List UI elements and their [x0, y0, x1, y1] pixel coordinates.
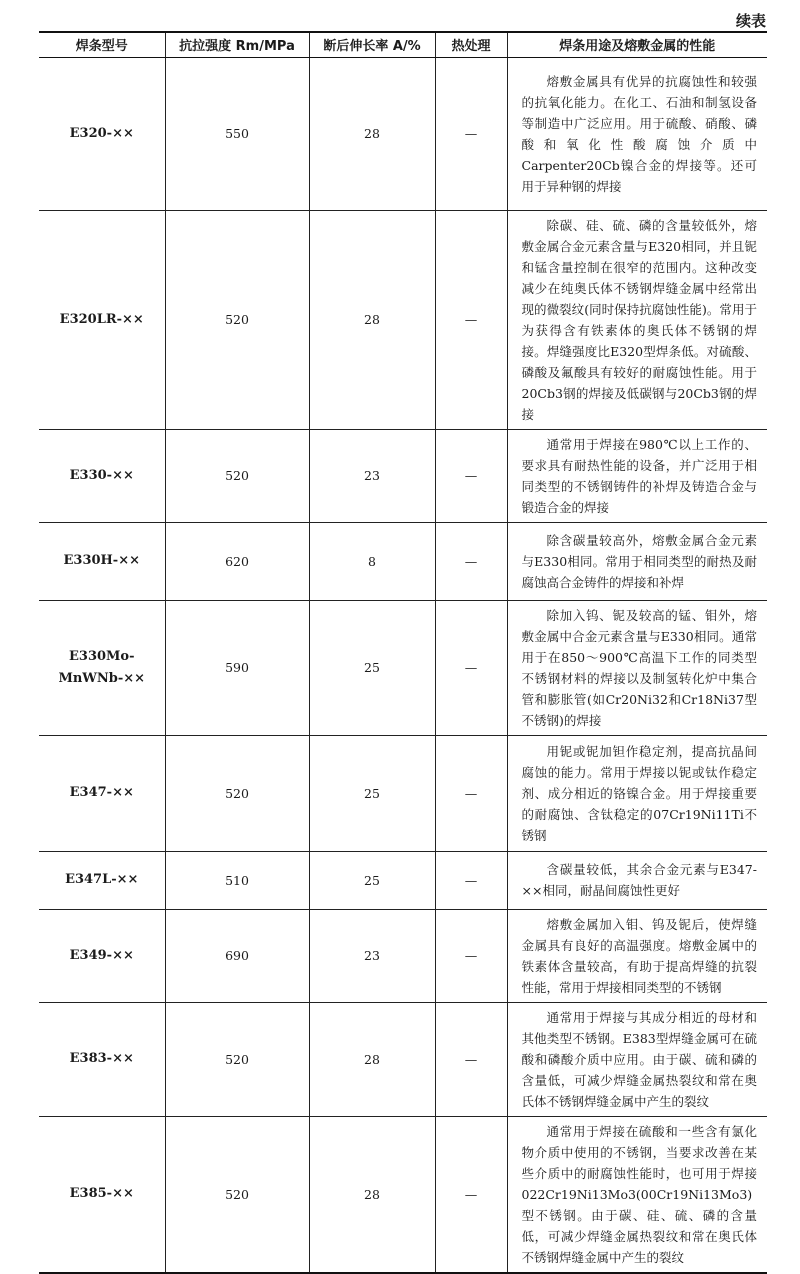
table-row: [39, 429, 767, 522]
cell-usage-properties: [507, 57, 767, 210]
cell-tensile-strength: 520: [165, 210, 309, 429]
cell-heat-treatment: —: [435, 851, 507, 909]
cell-model: E320-××: [39, 57, 165, 210]
usage-properties-text: 熔敷金属具有优异的抗腐蚀性和较强的抗氧化能力。在化工、石油和制氢设备等制造中广泛应用。用于硫酸、硝酸、磷酸和氧化性酸腐蚀介质中Carpenter20Cb镍合金的焊接等。还可用于异种钢的焊接: [521, 73, 757, 194]
cell-heat-treatment: —: [435, 1116, 507, 1273]
cell-model: E330Mo-MnWNb-××: [39, 600, 165, 735]
table-row: [39, 57, 767, 210]
cell-heat-treatment: —: [435, 57, 507, 210]
cell-tensile-strength: 590: [165, 600, 309, 735]
cell-tensile-strength: 520: [165, 735, 309, 851]
header-heat-treatment: 热处理: [435, 32, 507, 57]
usage-properties-text: 除加入钨、铌及较高的锰、钼外，熔敷金属中合金元素含量与E330相同。通常用于在850～900℃高温下工作的同类型不锈钢材料的焊接以及制氢转化炉中集合管和膨胀管(如Cr20Ni32和Cr18Ni37型不锈钢)的焊接: [521, 607, 757, 728]
usage-properties-text: 除含碳量较高外，熔敷金属合金元素与E330相同。常用于相同类型的耐热及耐腐蚀高合金铸件的焊接和补焊: [521, 532, 757, 590]
usage-properties-text: 通常用于焊接与其成分相近的母材和其他类型不锈钢。E383型焊缝金属可在硫酸和磷酸介质中应用。由于碳、硫和磷的含量低，可减少焊缝金属热裂纹和常在奥氏体不锈钢焊缝金属中产生的裂纹: [521, 1009, 757, 1109]
cell-model: E383-××: [39, 1002, 165, 1116]
table-row: [39, 1116, 767, 1273]
cell-usage-properties: [507, 600, 767, 735]
table-row: [39, 1002, 767, 1116]
cell-heat-treatment: —: [435, 909, 507, 1002]
header-tensile-strength: 抗拉强度 Rm/MPa: [165, 32, 309, 57]
cell-elongation: 28: [309, 57, 435, 210]
cell-usage-properties: [507, 429, 767, 522]
usage-properties-text: 含碳量较低，其余合金元素与E347-××相同，耐晶间腐蚀性更好: [521, 862, 757, 898]
cell-elongation: 28: [309, 210, 435, 429]
cell-heat-treatment: —: [435, 522, 507, 600]
cell-heat-treatment: —: [435, 1002, 507, 1116]
usage-properties-text: 通常用于焊接在硫酸和一些含有氯化物介质中使用的不锈钢，当要求改善在某些介质中的耐腐蚀性能时，也可用于焊接022Cr19Ni13Mo3(00Cr19Ni13Mo3)型不锈钢。由于碳、硅、硫、磷的含量低，可减少焊缝金属热裂纹和常在奥氏体不锈钢焊缝金属中产生的裂纹: [521, 1123, 757, 1265]
cell-tensile-strength: 550: [165, 57, 309, 210]
cell-model: E347L-××: [39, 851, 165, 909]
table-row: [39, 851, 767, 909]
cell-usage-properties: [507, 851, 767, 909]
cell-tensile-strength: 520: [165, 429, 309, 522]
cell-model: E347-××: [39, 735, 165, 851]
cell-heat-treatment: —: [435, 210, 507, 429]
cell-elongation: 28: [309, 1116, 435, 1273]
cell-usage-properties: [507, 522, 767, 600]
cell-usage-properties: [507, 210, 767, 429]
cell-tensile-strength: 510: [165, 851, 309, 909]
header-model: 焊条型号: [39, 32, 165, 57]
welding-electrode-table: [39, 31, 767, 1274]
continued-label: 续表: [735, 12, 766, 30]
cell-heat-treatment: —: [435, 735, 507, 851]
cell-usage-properties: [507, 909, 767, 1002]
usage-properties-text: 除碳、硅、硫、磷的含量较低外，熔敷金属合金元素含量与E320相同，并且铌和锰含量控制在很窄的范围内。这种改变减少在纯奥氏体不锈钢焊缝金属中经常出现的微裂纹(同时保持抗腐蚀性能)。常用于为获得含有铁素体的奥氏体不锈钢的焊接。焊缝强度比E320型焊条低。对硫酸、磷酸及氟酸具有较好的耐腐蚀性能。用于20Cb3钢的焊接及低碳钢与20Cb3钢的焊接: [521, 217, 757, 422]
cell-usage-properties: [507, 1116, 767, 1273]
cell-model: E330H-××: [39, 522, 165, 600]
cell-tensile-strength: 620: [165, 522, 309, 600]
cell-elongation: 25: [309, 735, 435, 851]
cell-heat-treatment: —: [435, 429, 507, 522]
cell-elongation: 23: [309, 429, 435, 522]
table-row: [39, 600, 767, 735]
table-row: [39, 909, 767, 1002]
cell-elongation: 25: [309, 851, 435, 909]
cell-elongation: 28: [309, 1002, 435, 1116]
usage-properties-text: 熔敷金属加入钼、钨及铌后，使焊缝金属具有良好的高温强度。熔敷金属中的铁素体含量较高，有助于提高焊缝的抗裂性能，常用于焊接相同类型的不锈钢: [521, 916, 757, 995]
cell-tensile-strength: 690: [165, 909, 309, 1002]
cell-model: E385-××: [39, 1116, 165, 1273]
usage-properties-text: 用铌或铌加钽作稳定剂，提高抗晶间腐蚀的能力。常用于焊接以铌或钛作稳定剂、成分相近的铬镍合金。用于焊接重要的耐腐蚀、含钛稳定的07Cr19Ni11Ti不锈钢: [521, 743, 757, 843]
cell-heat-treatment: —: [435, 600, 507, 735]
cell-model: E349-××: [39, 909, 165, 1002]
cell-elongation: 8: [309, 522, 435, 600]
table-row: [39, 735, 767, 851]
cell-elongation: 25: [309, 600, 435, 735]
cell-model: E330-××: [39, 429, 165, 522]
table-row: [39, 210, 767, 429]
cell-elongation: 23: [309, 909, 435, 1002]
table-row: [39, 522, 767, 600]
table-header-row: [39, 32, 767, 57]
cell-usage-properties: [507, 735, 767, 851]
header-elongation: 断后伸长率 A/%: [309, 32, 435, 57]
cell-usage-properties: [507, 1002, 767, 1116]
cell-tensile-strength: 520: [165, 1116, 309, 1273]
header-usage-properties: 焊条用途及熔敷金属的性能: [507, 32, 767, 57]
usage-properties-text: 通常用于焊接在980℃以上工作的、要求具有耐热性能的设备，并广泛用于相同类型的不锈钢铸件的补焊及铸造合金与锻造合金的焊接: [521, 436, 757, 515]
cell-model: E320LR-××: [39, 210, 165, 429]
cell-tensile-strength: 520: [165, 1002, 309, 1116]
